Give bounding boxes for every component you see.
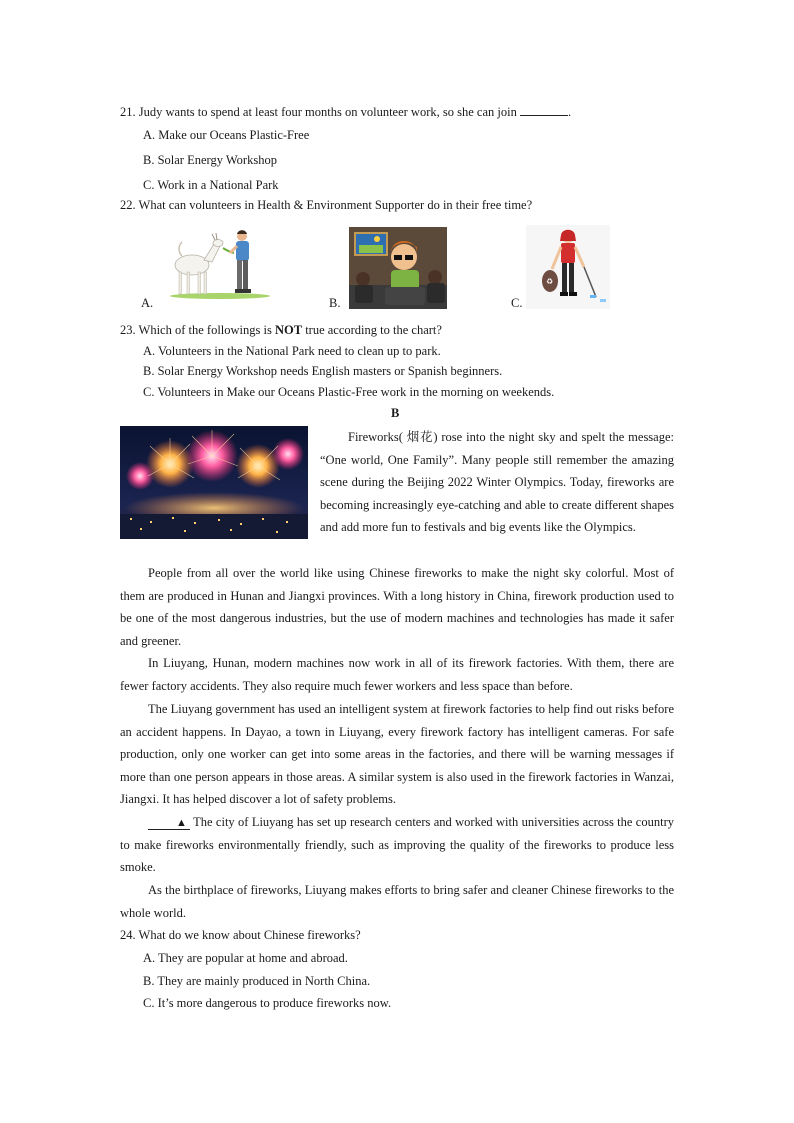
- goat-feeding-picture: [168, 226, 272, 300]
- q22-label-c: C.: [511, 296, 523, 310]
- missing-sentence-blank: ▲: [148, 817, 190, 830]
- fireworks-photo: [120, 426, 308, 539]
- q21-option-c: C. Work in a National Park: [143, 178, 279, 192]
- q22-label-b: B.: [329, 296, 341, 310]
- passage-paragraph-5: As the birthplace of fireworks, Liuyang makes efforts to bring safer and cleaner Chinese fireworks to the whole world.: [120, 883, 674, 920]
- q23-option-b: B. Solar Energy Workshop needs English masters or Spanish beginners.: [143, 364, 503, 378]
- q24-option-c: C. It’s more dangerous to produce fireworks now.: [143, 996, 392, 1010]
- movie-theater-picture: [349, 227, 447, 309]
- passage-paragraph-3: The Liuyang government has used an intelligent system at firework factories to help find out risks before an accident happens. In Dayao, a town in Liuyang, every firework factory has intelligent cameras. For safe production, only one worker can get into some areas in the factories, and there will be warning messages if more than one person appears in those areas. A similar system is also used in the firework factories in Wanzai, Jiangxi. It has helped discover a lot of safety problems.: [120, 702, 674, 807]
- q21-option-a: A. Make our Oceans Plastic-Free: [143, 128, 310, 142]
- q24-option-b: B. They are mainly produced in North China.: [143, 974, 371, 988]
- section-heading: B: [391, 406, 400, 420]
- litter-pickup-picture: [526, 225, 610, 309]
- q21-stem-end: .: [567, 105, 572, 119]
- passage-intro: Fireworks( 烟花) rose into the night sky and spelt the message: “One world, One Family”. Many people still remember the amazing scene during the Beijing 2022 Winter Olympics. Today, fireworks are becoming increasingly eye-catching and able to create different shapes and add more fun to festivals and big events like the Olympics.: [320, 430, 674, 535]
- q23-option-c: C. Volunteers in Make our Oceans Plastic-Free work in the morning on weekends.: [143, 385, 555, 399]
- q23-stem-start: 23. Which of the followings is: [120, 323, 275, 337]
- q21-stem-text: 21. Judy wants to spend at least four months on volunteer work, so she can join: [120, 105, 517, 119]
- q22-stem: 22. What can volunteers in Health & Environment Supporter do in their free time?: [120, 198, 533, 212]
- q21-stem: [120, 104, 571, 120]
- q24-stem: 24. What do we know about Chinese fireworks?: [120, 928, 361, 942]
- q23-stem-emphasis: NOT: [274, 323, 303, 337]
- passage-paragraph-2: In Liuyang, Hunan, modern machines now work in all of its firework factories. With them, there are fewer factory accidents. They also require much fewer workers and less space than before.: [120, 656, 674, 693]
- q22-label-a: A.: [141, 296, 154, 310]
- answer-blank: [520, 104, 568, 116]
- svg-text:♻: ♻: [546, 277, 554, 286]
- q23-stem-end: true according to the chart?: [302, 323, 442, 337]
- q21-option-b: B. Solar Energy Workshop: [143, 153, 277, 167]
- passage-paragraph-1: People from all over the world like using Chinese fireworks to make the night sky colorful. Most of them are produced in Hunan and Jiangxi provinces. With a long history in China, firework production used to be one of the most dangerous industries, but the use of modern machines and technologies has made it safer and greener.: [120, 566, 674, 648]
- q24-option-a: A. They are popular at home and abroad.: [143, 951, 348, 965]
- q23-option-a: A. Volunteers in the National Park need to clean up to park.: [143, 344, 441, 358]
- passage-paragraph-4: [120, 811, 674, 879]
- passage-paragraph-4-text: The city of Liuyang has set up research centers and worked with universities across the country to make fireworks environmentally friendly, such as improving the quality of the fireworks to produce less smoke.: [120, 815, 674, 875]
- q23-stem: [120, 323, 442, 338]
